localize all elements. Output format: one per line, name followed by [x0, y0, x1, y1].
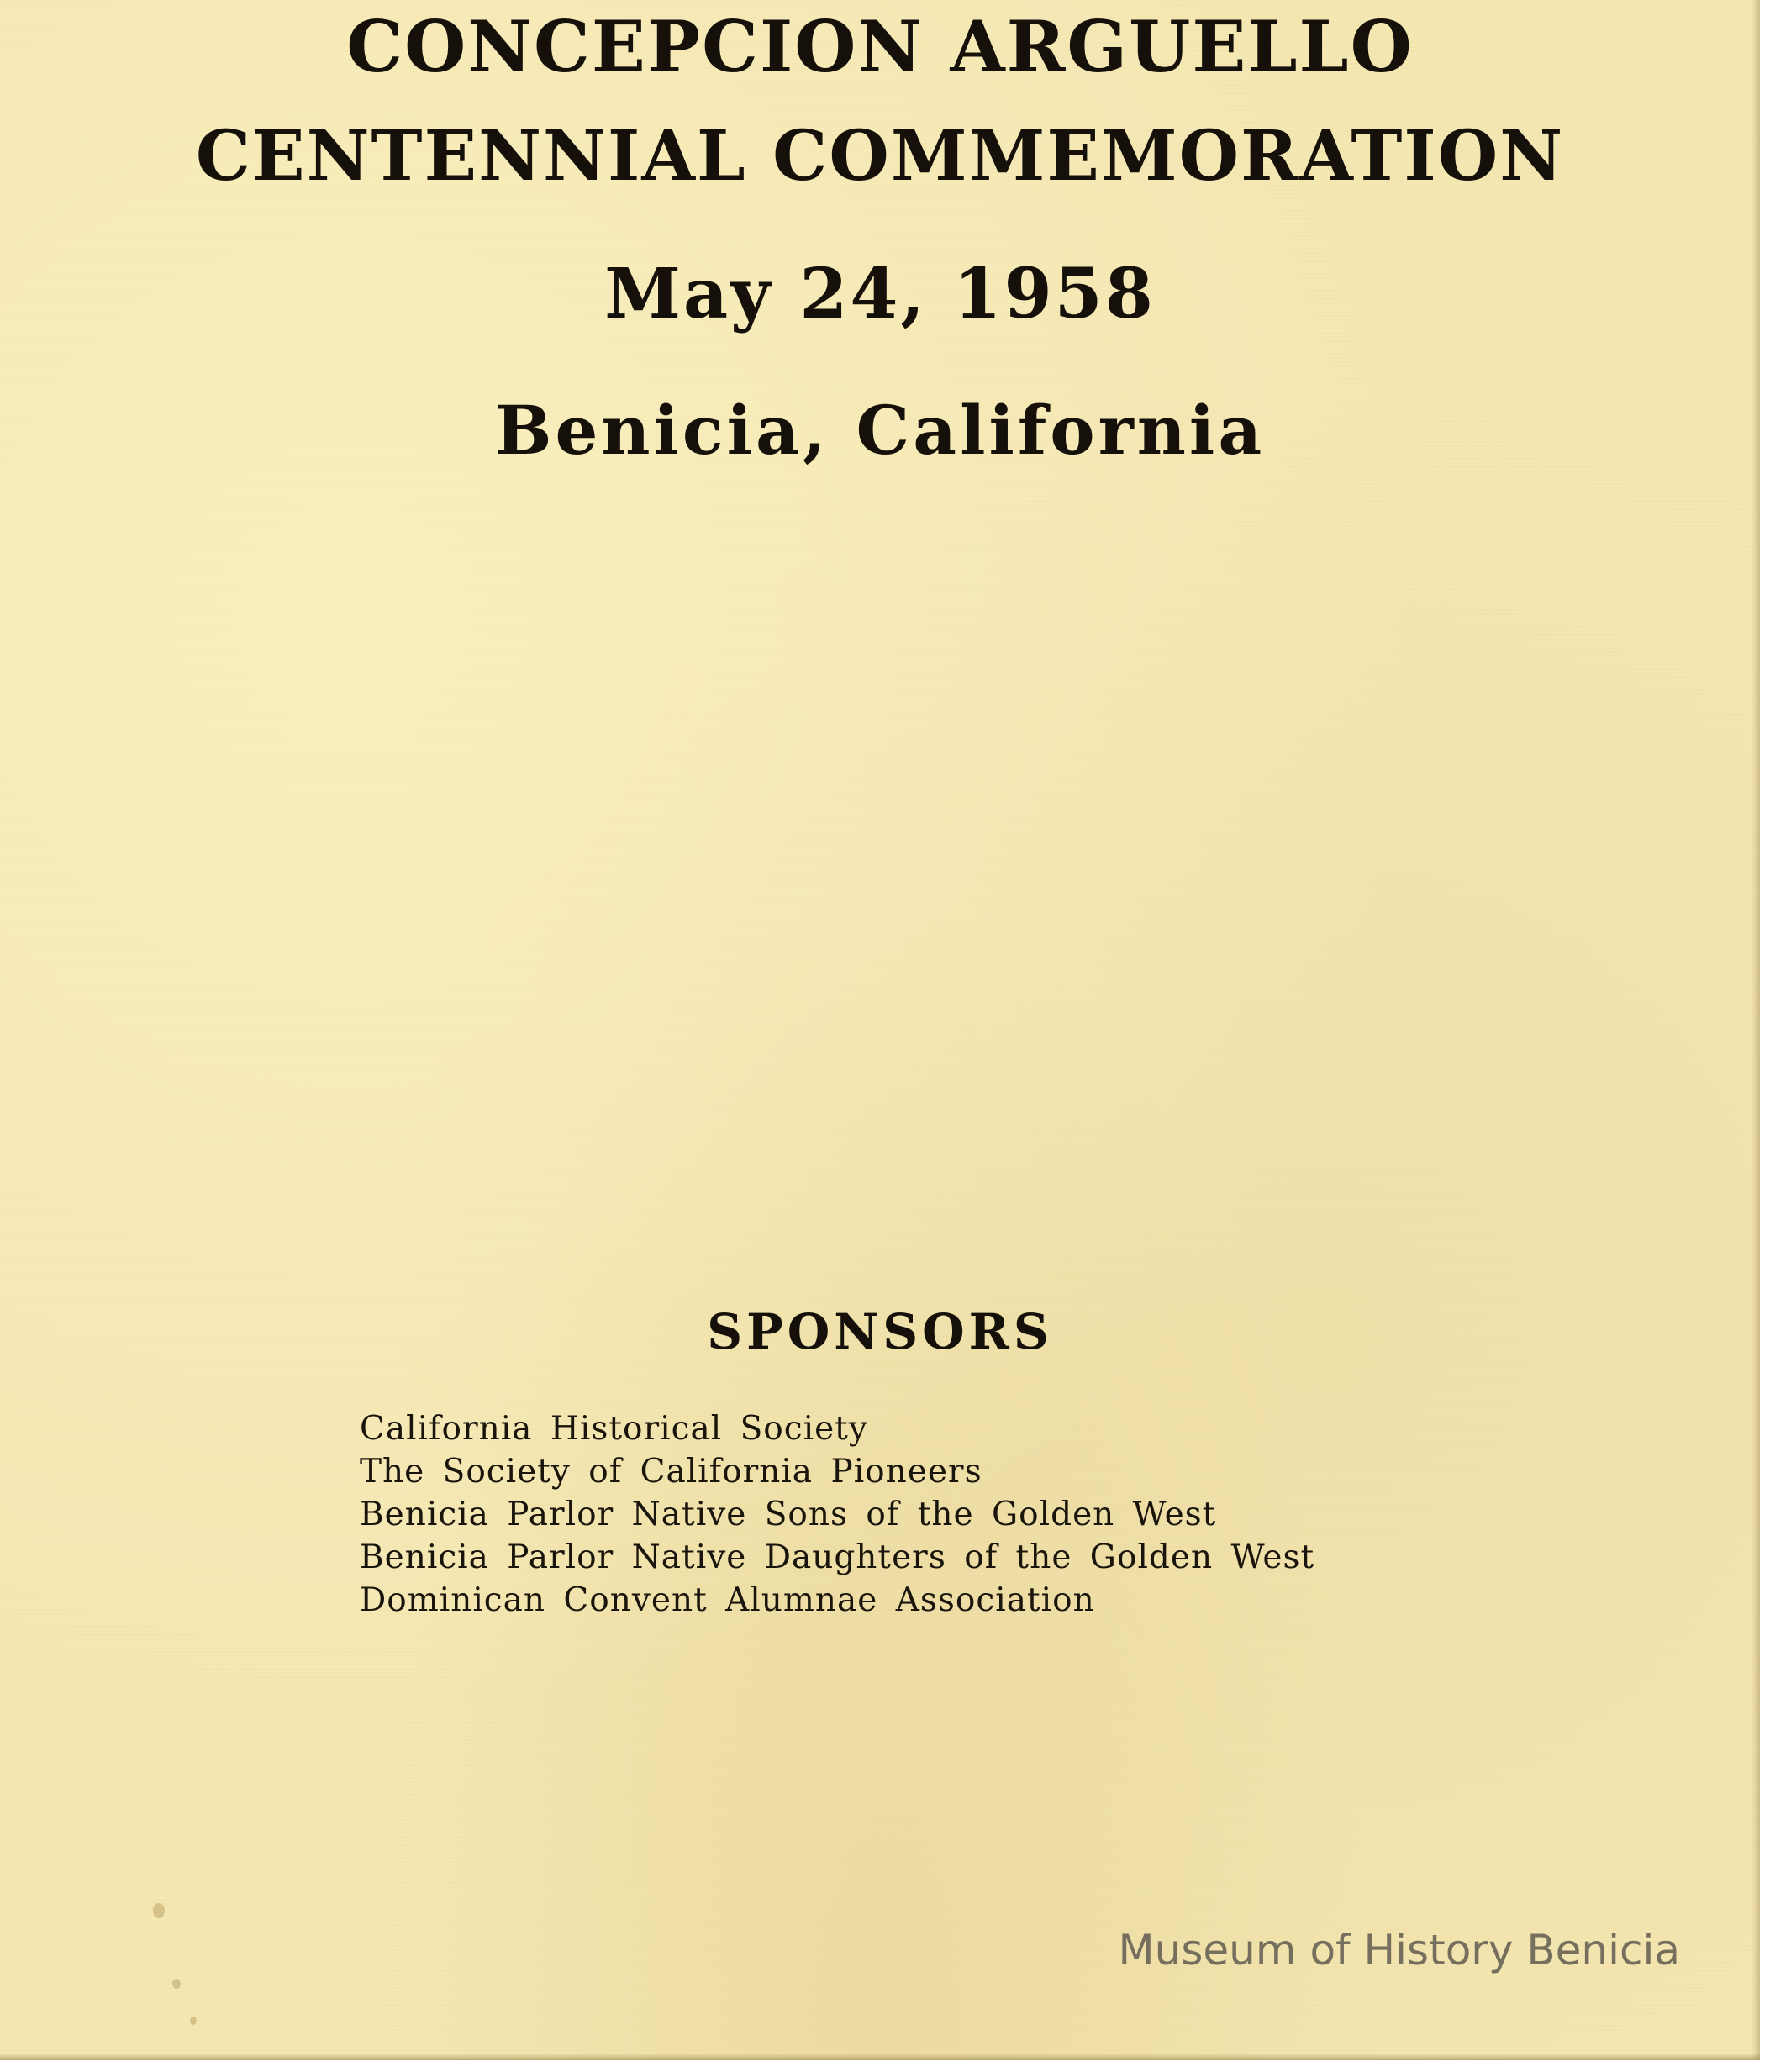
sponsor-item: Benicia Parlor Native Daughters of the Golden West — [360, 1538, 1315, 1576]
sponsor-item: Benicia Parlor Native Sons of the Golden West — [360, 1496, 1217, 1533]
event-location: Benicia, California — [494, 391, 1266, 470]
sponsor-item: Dominican Convent Alumnae Association — [360, 1581, 1095, 1619]
paper-stain — [172, 1979, 181, 1989]
title-line-1: CONCEPCION ARGUELLO — [346, 5, 1414, 88]
paper-bottom-edge — [0, 2054, 1760, 2060]
title-line-2: CENTENNIAL COMMEMORATION — [195, 116, 1565, 197]
sponsor-item: The Society of California Pioneers — [360, 1453, 982, 1491]
sponsors-heading: SPONSORS — [707, 1303, 1053, 1360]
museum-watermark: Museum of History Benicia — [1118, 1926, 1680, 1975]
paper-stain — [190, 2017, 197, 2025]
sponsor-item: California Historical Society — [360, 1410, 868, 1448]
sponsors-list — [360, 1407, 1314, 1622]
event-date: May 24, 1958 — [604, 254, 1156, 334]
paper-stain — [153, 1903, 165, 1918]
